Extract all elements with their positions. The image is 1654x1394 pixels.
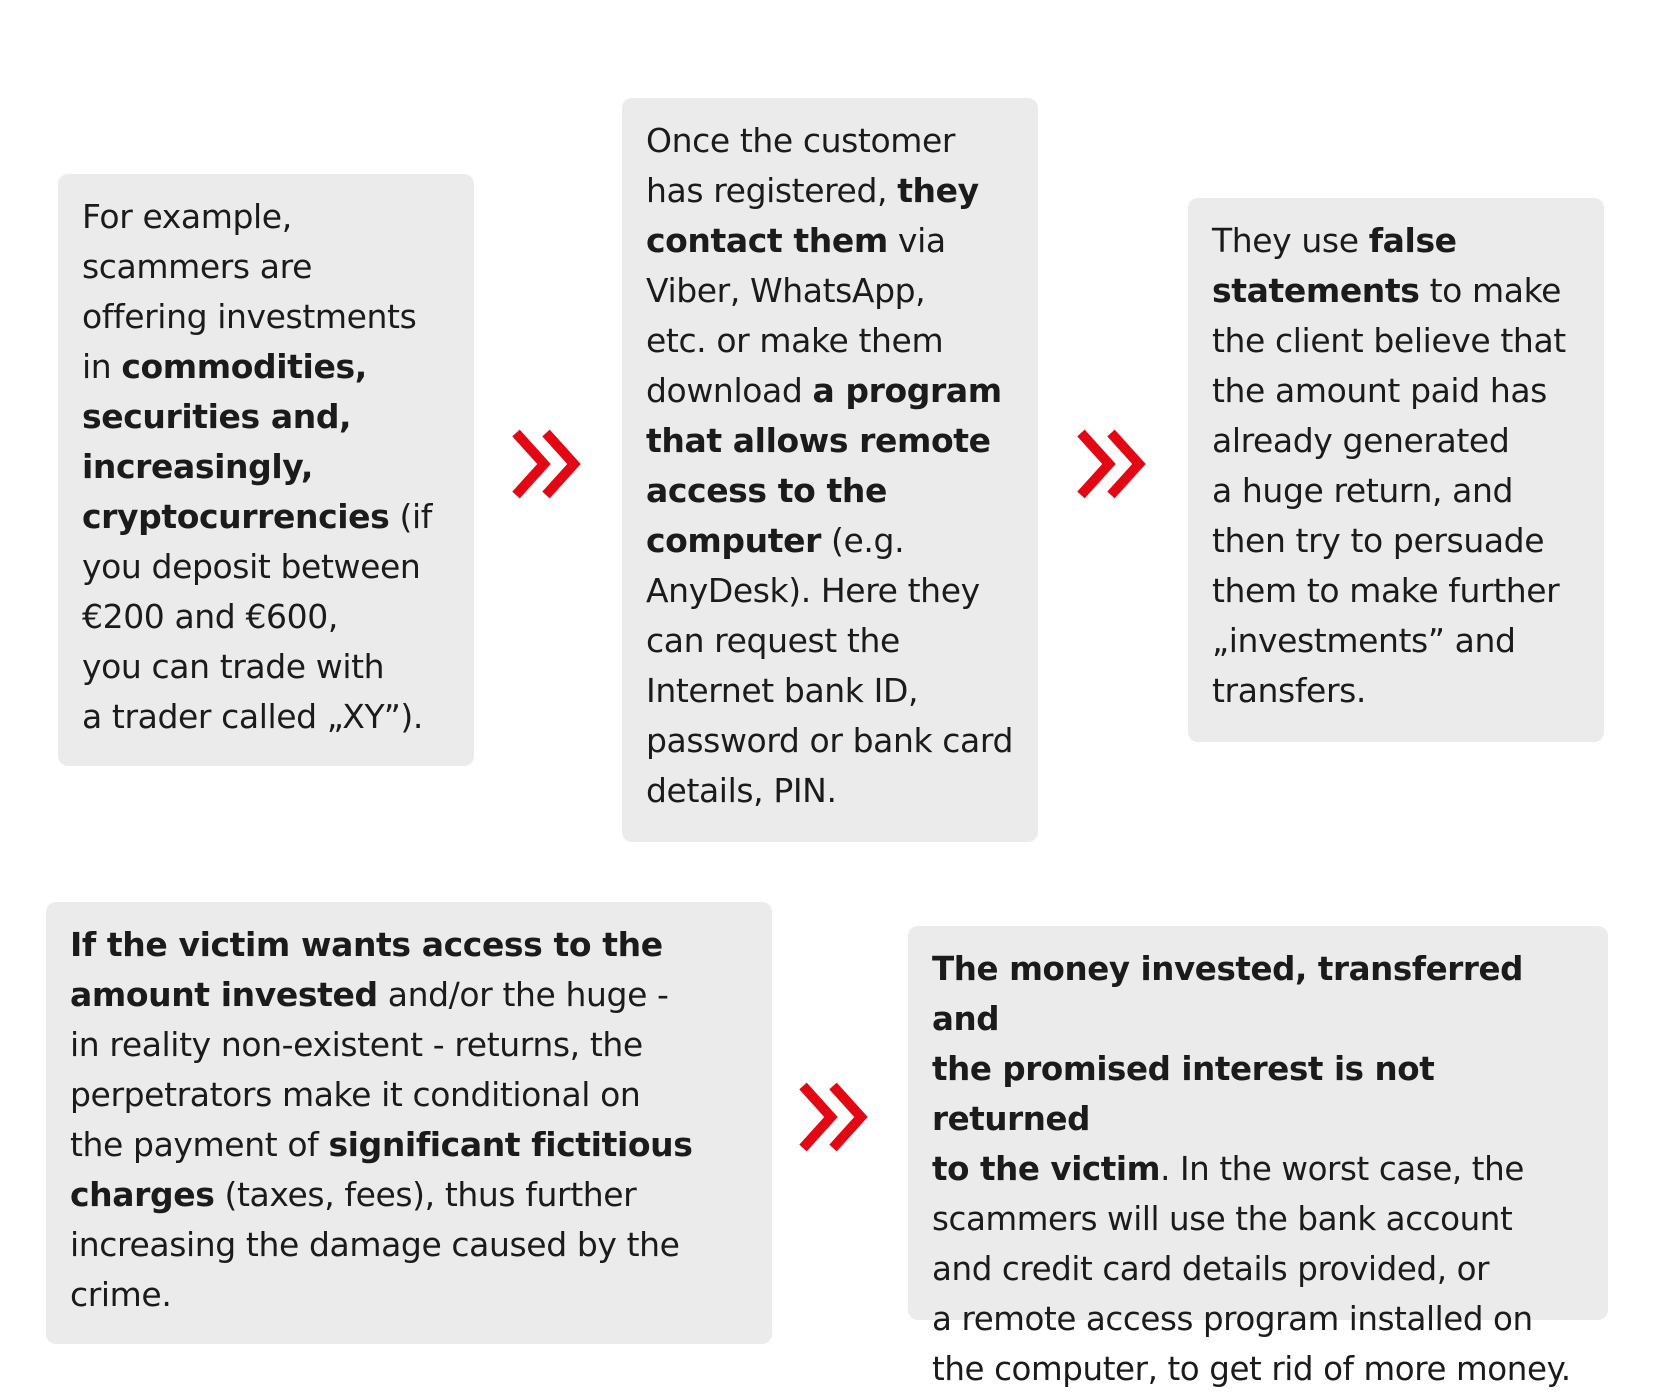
body-text: They use xyxy=(1212,221,1369,260)
body-text: you deposit between xyxy=(82,547,421,586)
step-4-text xyxy=(70,920,752,1320)
body-text: Internet bank ID, xyxy=(646,671,919,710)
step-4-box xyxy=(46,902,772,1344)
body-text: the payment of xyxy=(70,1125,329,1164)
body-text: the amount paid has xyxy=(1212,371,1547,410)
body-text: then try to persuade xyxy=(1212,521,1545,560)
body-text: can request the xyxy=(646,621,900,660)
body-text: transfers. xyxy=(1212,671,1367,710)
emphasis-text: If the victim wants access to the xyxy=(70,925,663,964)
body-text: crime. xyxy=(70,1275,172,1314)
emphasis-text: the promised interest is not returned xyxy=(932,1050,1435,1138)
emphasis-text: increasingly, xyxy=(82,447,313,486)
body-text: has registered, xyxy=(646,171,898,210)
body-text: details, PIN. xyxy=(646,771,837,810)
step-2-text xyxy=(646,116,1028,816)
emphasis-text: commodities, xyxy=(121,347,367,386)
double-chevron-right-icon xyxy=(512,429,584,499)
body-text: in reality non-existent - returns, the xyxy=(70,1025,643,1064)
emphasis-text: significant fictitious xyxy=(328,1125,693,1164)
body-text: (taxes, fees), thus further xyxy=(214,1175,637,1214)
chevron-stroke xyxy=(1081,433,1109,495)
body-text: and/or the huge - xyxy=(377,975,669,1014)
emphasis-text: charges xyxy=(70,1175,215,1214)
body-text: in xyxy=(82,347,122,386)
emphasis-text: a program xyxy=(812,371,1002,410)
body-text: you can trade with xyxy=(82,647,385,686)
emphasis-text: access to the xyxy=(646,471,887,510)
emphasis-text: to the victim xyxy=(932,1150,1161,1188)
body-text: already generated xyxy=(1212,421,1510,460)
chevron-stroke xyxy=(516,433,544,495)
body-text: . In the worst case, the xyxy=(1160,1150,1524,1188)
step-1-text xyxy=(82,192,456,742)
body-text: increasing the damage caused by the xyxy=(70,1225,680,1264)
body-text: the client believe that xyxy=(1212,321,1566,360)
body-text: scammers are xyxy=(82,247,312,286)
step-5-text xyxy=(932,944,1598,1394)
step-2-box xyxy=(622,98,1038,842)
emphasis-text: they xyxy=(897,171,979,210)
double-chevron-right-icon xyxy=(1077,429,1149,499)
body-text: password or bank card xyxy=(646,721,1013,760)
emphasis-text: cryptocurrencies xyxy=(82,497,390,536)
body-text: a huge return, and xyxy=(1212,471,1514,510)
step-5-box xyxy=(908,926,1608,1388)
step-1-box xyxy=(58,174,474,766)
body-text: to make xyxy=(1419,271,1562,310)
body-text: For example, xyxy=(82,197,292,236)
body-text: via xyxy=(887,221,946,260)
emphasis-text: statements xyxy=(1212,271,1420,310)
body-text: scammers will use the bank account xyxy=(932,1200,1513,1238)
emphasis-text: contact them xyxy=(646,221,888,260)
body-text: Once the customer xyxy=(646,121,956,160)
body-text: Viber, WhatsApp, xyxy=(646,271,926,310)
emphasis-text: The money invested, transferred and xyxy=(932,950,1524,1038)
body-text: the computer, to get rid of more money. xyxy=(932,1350,1571,1388)
body-text: a remote access program installed on xyxy=(932,1300,1533,1338)
emphasis-text: amount invested xyxy=(70,975,378,1014)
emphasis-text: computer xyxy=(646,521,821,560)
emphasis-text: false xyxy=(1368,221,1457,260)
chevron-stroke xyxy=(803,1086,831,1148)
body-text: download xyxy=(646,371,813,410)
body-text: a trader called „XY”). xyxy=(82,697,423,736)
step-3-text xyxy=(1212,216,1594,716)
step-3-box xyxy=(1188,198,1604,742)
body-text: etc. or make them xyxy=(646,321,944,360)
body-text: AnyDesk). Here they xyxy=(646,571,980,610)
body-text: €200 and €600, xyxy=(82,597,338,636)
body-text: perpetrators make it conditional on xyxy=(70,1075,641,1114)
body-text: „investments” and xyxy=(1212,621,1516,660)
body-text: and credit card details provided, or xyxy=(932,1250,1490,1288)
body-text: them to make further xyxy=(1212,571,1560,610)
body-text: (e.g. xyxy=(820,521,905,560)
body-text: offering investments xyxy=(82,297,417,336)
emphasis-text: that allows remote xyxy=(646,421,991,460)
double-chevron-right-icon xyxy=(799,1082,871,1152)
emphasis-text: securities and, xyxy=(82,397,352,436)
body-text: (if xyxy=(389,497,432,536)
